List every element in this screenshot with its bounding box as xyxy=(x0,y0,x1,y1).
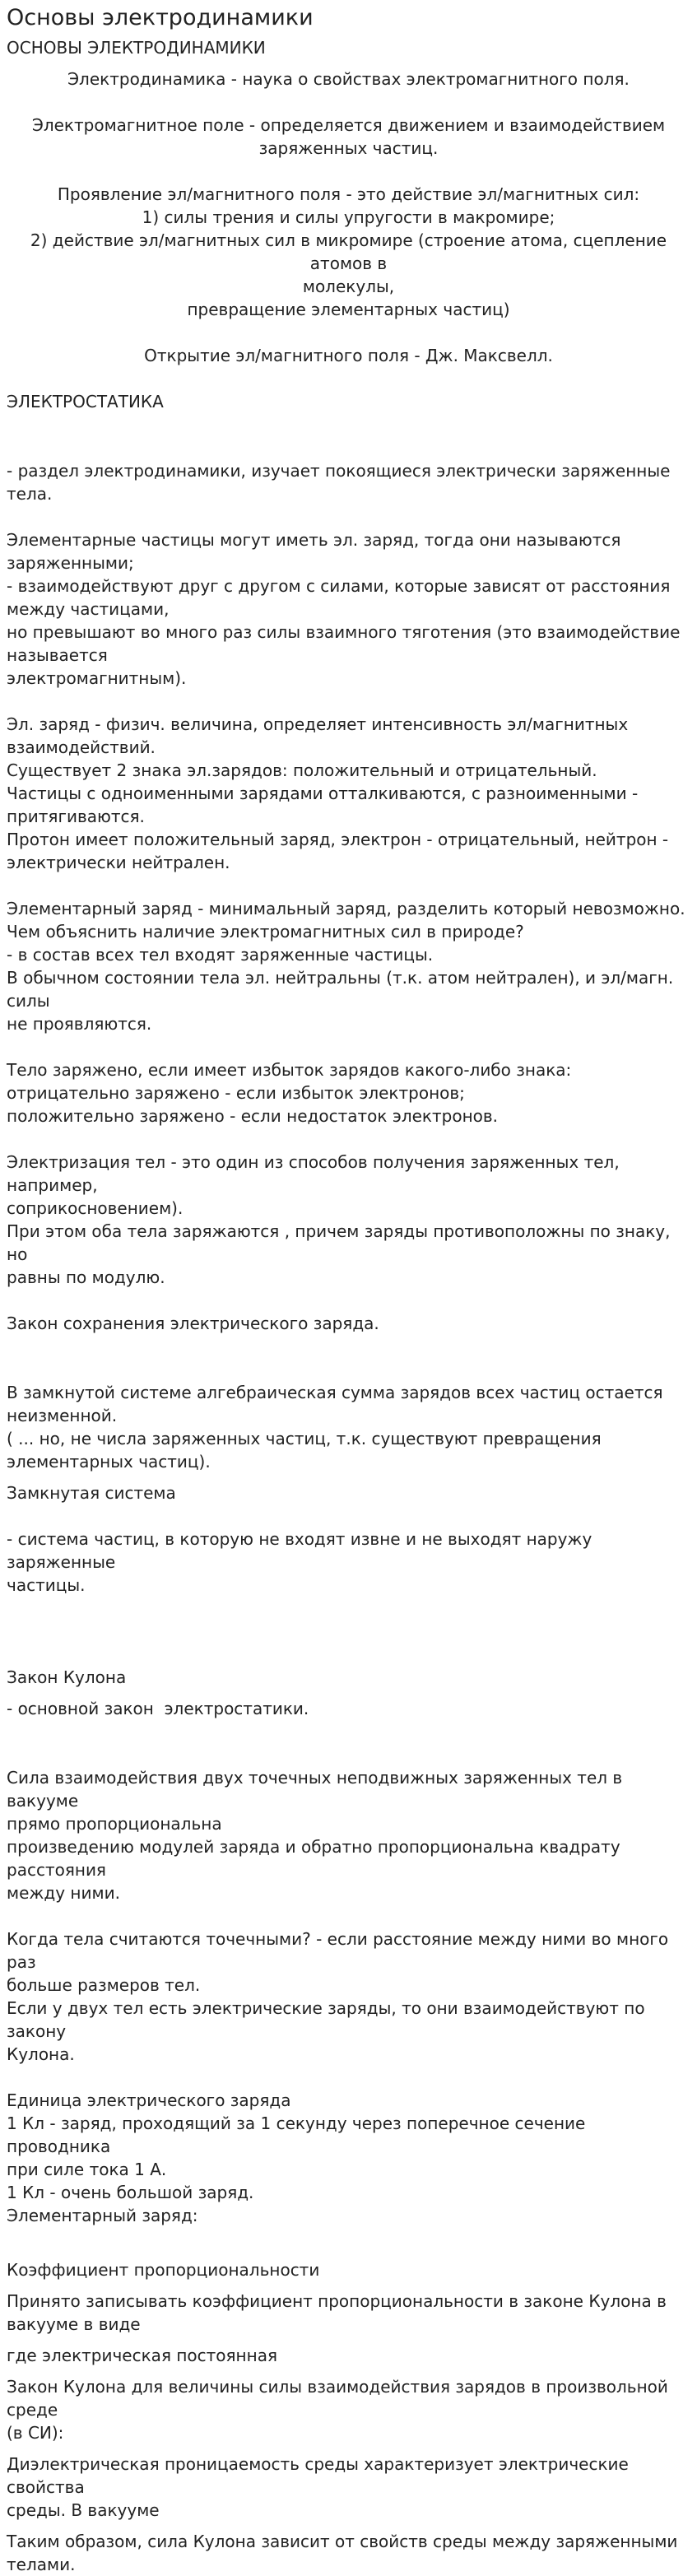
coulomb-heading: Закон Кулона xyxy=(7,1667,127,1687)
text-line: прямо пропорциональна xyxy=(7,1814,222,1834)
page-title: Основы электродинамики xyxy=(7,5,314,30)
text-line: взаимодействий. xyxy=(7,737,156,757)
coulomb-subtitle: - основной закон электростатики. xyxy=(7,1699,309,1718)
text-line: - взаимодействуют друг с другом с силами, которые зависят от расстояния xyxy=(7,576,671,596)
intro-line: 2) действие эл/магнитных сил в микромире (строение атома, сцепление атомов в xyxy=(30,230,672,273)
text-line: (в СИ): xyxy=(7,2423,64,2443)
text-line: Если у двух тел есть электрические заряды, то они взаимодействуют по закону xyxy=(7,1998,650,2041)
coefficient-block xyxy=(7,2290,690,2576)
text-line: неизменной. xyxy=(7,1406,118,1425)
coulomb-block xyxy=(7,1766,690,2227)
electrostatics-block xyxy=(7,459,690,1289)
text-line: среды. В вакууме xyxy=(7,2500,160,2520)
text-line: Чем объяснить наличие электромагнитных сил в природе? xyxy=(7,922,524,942)
text-line: элементарных частиц). xyxy=(7,1452,211,1472)
text-line: В обычном состоянии тела эл. нейтральны (т.к. атом нейтрален), и эл/магн. силы xyxy=(7,968,679,1011)
text-line: Кулона. xyxy=(7,2044,75,2064)
intro-heading: ОСНОВЫ ЭЛЕКТРОДИНАМИКИ xyxy=(7,38,266,58)
text-line: Электризация тел - это один из способов получения заряженных тел, например, xyxy=(7,1152,625,1195)
text-line: произведению модулей заряда и обратно пропорциональна квадрату расстояния xyxy=(7,1837,626,1880)
text-line: Элементарный заряд - минимальный заряд, разделить который невозможно. xyxy=(7,899,685,918)
intro-line: молекулы, xyxy=(302,277,395,296)
intro-line: 1) силы трения и силы упругости в макромире; xyxy=(142,207,555,227)
text-line: - в состав всех тел входят заряженные частицы. xyxy=(7,945,434,965)
closed-system-block xyxy=(7,1527,690,1597)
intro-line: Электромагнитное поле - определяется движением и взаимодействием xyxy=(31,115,666,135)
text-line: частицы. xyxy=(7,1575,86,1595)
text-line: соприкосновением). xyxy=(7,1198,184,1218)
intro-line: Открытие эл/магнитного поля - Дж. Максвелл. xyxy=(144,346,553,365)
text-line: вакууме в виде xyxy=(7,2314,141,2334)
text-line: Элементарный заряд: xyxy=(7,2206,198,2225)
text-line: - раздел электродинамики, изучает покоящиеся электрически заряженные тела. xyxy=(7,461,676,504)
text-line: притягиваются. xyxy=(7,807,145,826)
closed-system-heading: Замкнутая система xyxy=(7,1483,176,1503)
intro-line: Электродинамика - наука о свойствах электромагнитного поля. xyxy=(67,69,630,89)
text-line: больше размеров тел. xyxy=(7,1975,201,1995)
conservation-heading: Закон сохранения электрического заряда. xyxy=(7,1314,379,1333)
text-line: телами. xyxy=(7,2555,76,2574)
text-line: Когда тела считаются точечными? - если расстояние между ними во много раз xyxy=(7,1929,674,1972)
text-line: Протон имеет положительный заряд, электрон - отрицательный, нейтрон - xyxy=(7,830,669,849)
text-line: Существует 2 знака эл.зарядов: положительный и отрицательный. xyxy=(7,760,597,780)
intro-line: Проявление эл/магнитного поля - это действие эл/магнитных сил: xyxy=(57,184,640,204)
text-line: Частицы с одноименными зарядами отталкиваются, с разноименными - xyxy=(7,783,639,803)
intro-line: превращение элементарных частиц) xyxy=(187,300,510,319)
text-line: Единица электрического заряда xyxy=(7,2090,291,2110)
coefficient-heading: Коэффициент пропорциональности xyxy=(7,2260,320,2280)
text-line: при силе тока 1 А. xyxy=(7,2160,167,2179)
text-line: Закон Кулона для величины силы взаимодействия зарядов в произвольной среде xyxy=(7,2377,674,2420)
text-line: Диэлектрическая проницаемость среды характеризует электрические свойства xyxy=(7,2454,634,2497)
text-line: отрицательно заряжено - если избыток электронов; xyxy=(7,1083,465,1103)
text-line: между частицами, xyxy=(7,599,170,619)
text-line: не проявляются. xyxy=(7,1014,152,1034)
text-line: между ними. xyxy=(7,1883,120,1903)
text-line: положительно заряжено - если недостаток электронов. xyxy=(7,1106,499,1126)
text-line: электрически нейтрален. xyxy=(7,853,230,872)
text-line: 1 Кл - очень большой заряд. xyxy=(7,2183,254,2202)
intro-block xyxy=(7,67,690,367)
text-line: где электрическая постоянная xyxy=(7,2346,277,2365)
text-line: равны по модулю. xyxy=(7,1267,165,1287)
text-line: Сила взаимодействия двух точечных неподвижных заряженных тел в вакууме xyxy=(7,1768,628,1811)
electrostatics-heading: ЭЛЕКТРОСТАТИКА xyxy=(7,392,164,412)
intro-line: заряженных частиц. xyxy=(258,138,439,158)
text-line: Тело заряжено, если имеет избыток зарядов какого-либо знака: xyxy=(7,1060,572,1080)
text-line: но превышают во много раз силы взаимного тяготения (это взаимодействие xyxy=(7,622,681,642)
text-line: ( ... но, не числа заряженных частиц, т.к. существуют превращения xyxy=(7,1429,602,1448)
text-line: В замкнутой системе алгебраическая сумма зарядов всех частиц остается xyxy=(7,1383,663,1402)
text-line: Принято записывать коэффициент пропорциональности в законе Кулона в xyxy=(7,2291,667,2311)
text-line: 1 Кл - заряд, проходящий за 1 секунду через поперечное сечение проводника xyxy=(7,2113,591,2156)
text-line: Эл. заряд - физич. величина, определяет интенсивность эл/магнитных xyxy=(7,714,629,734)
text-line: заряженными; xyxy=(7,553,134,573)
text-line: - система частиц, в которую не входят извне и не выходят наружу заряженные xyxy=(7,1529,597,1572)
text-line: электромагнитным). xyxy=(7,668,187,688)
text-line: Элементарные частицы могут иметь эл. заряд, тогда они называются xyxy=(7,530,621,550)
text-line: называется xyxy=(7,645,108,665)
text-line: При этом оба тела заряжаются , причем заряды противоположны по знаку, но xyxy=(7,1221,676,1264)
conservation-block xyxy=(7,1381,690,1473)
text-line: Таким образом, сила Кулона зависит от свойств среды между заряженными xyxy=(7,2532,678,2551)
